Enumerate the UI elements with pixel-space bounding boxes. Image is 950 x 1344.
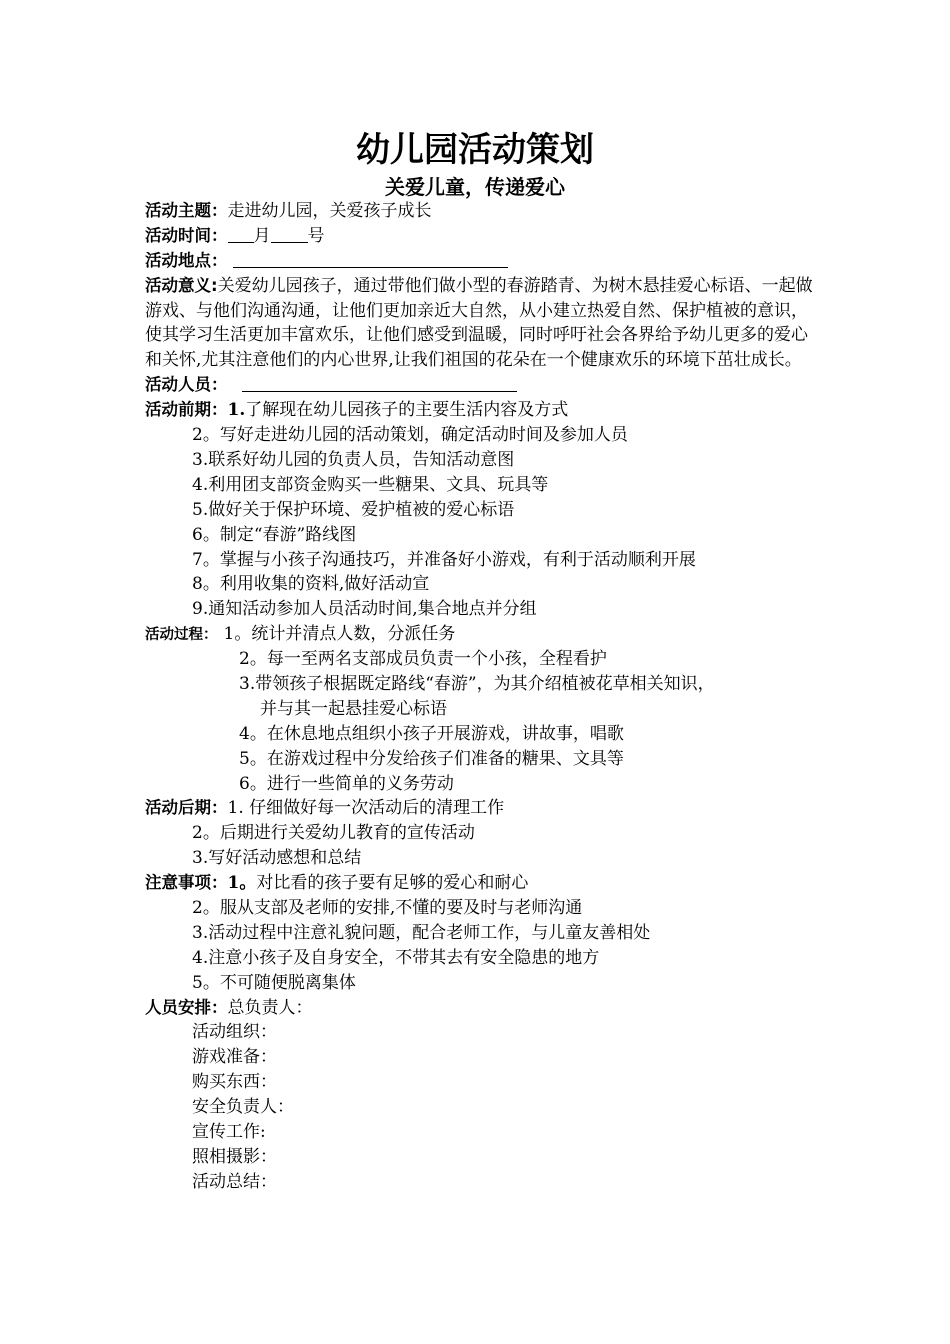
list-item: 3.写好活动感想和总结 (192, 848, 362, 869)
list-item: 3.联系好幼儿园的负责人员，告知活动意图 (192, 449, 515, 470)
staff-label: 人员安排： (145, 997, 228, 1017)
list-item: 2。服从支部及老师的安排,不懂的要及时与老师沟通 (192, 898, 583, 918)
month-blank (228, 224, 254, 243)
list-item: 5.做好关于保护环境、爱护植被的爱心标语 (192, 499, 515, 520)
post-first-line (145, 796, 815, 821)
post-label: 活动后期： (145, 798, 228, 818)
document-body (145, 199, 815, 1195)
pre-label: 活动前期： (145, 400, 228, 420)
notes-first-text: 对比看的孩子要有足够的爱心和耐心 (256, 873, 529, 894)
theme-text: 走进幼儿园，关爱孩子成长 (227, 201, 432, 221)
list-item: 5。在游戏过程中分发给孩子们准备的糖果、文具等 (239, 748, 624, 769)
staff-first-line (145, 996, 815, 1021)
document-subtitle: 关爱儿童，传递爱心 (385, 175, 565, 199)
place-line (145, 249, 815, 274)
list-item: 游戏准备： (192, 1047, 277, 1068)
list-item: 活动组织： (192, 1022, 277, 1043)
list-item: 3.带领孩子根据既定路线“春游”，为其介绍植被花草相关知识， (239, 673, 715, 694)
notes-first-number: 1。 (227, 873, 257, 894)
list-item: 2。每一至两名支部成员负责一个小孩，全程看护 (239, 649, 607, 670)
pre-first-number: 1. (227, 400, 246, 421)
time-line (145, 224, 815, 249)
list-item: 4。在休息地点组织小孩子开展游戏，讲故事，唱歌 (239, 723, 624, 744)
meaning-text: 关爱幼儿园孩子，通过带他们做小型的春游踏青、为树木悬挂爱心标语、一起做游戏、与他们沟通沟通，让他们更加亲近大自然，从小建立热爱自然、保护植被的意识，使其学习生活更加丰富欢乐，让他们感受到温暖，同时呼吁社会各界给予幼儿更多的爱心和关怀,尤其注意他们的内心世界,让我们祖国的花朵在一个健康欢乐的环境下茁壮成长。 (145, 275, 813, 371)
process-first-line (145, 622, 815, 647)
document-title: 幼儿园活动策划 (356, 130, 594, 170)
people-blank (242, 373, 517, 392)
notes-label: 注意事项： (145, 873, 228, 893)
list-item: 照相摄影： (192, 1146, 277, 1167)
pre-first-line (145, 398, 815, 423)
list-item: 安全负责人： (192, 1097, 294, 1118)
meaning-paragraph (145, 274, 815, 374)
process-label: 活动过程： (145, 627, 218, 644)
theme-label: 活动主题： (145, 201, 228, 220)
list-item: 8。利用收集的资料,做好活动宣 (192, 574, 430, 595)
list-item: 4.利用团支部资金购买一些糖果、文具、玩具等 (192, 474, 549, 495)
notes-first-line (145, 871, 815, 896)
time-label: 活动时间： (145, 225, 228, 245)
list-item: 2。写好走进幼儿园的活动策划，确定活动时间及参加人员 (192, 425, 628, 446)
place-label: 活动地点： (145, 250, 228, 270)
list-item: 并与其一起悬挂爱心标语 (260, 698, 447, 719)
day-blank (271, 224, 308, 243)
post-first-text: 1. 仔细做好每一次活动后的清理工作 (227, 798, 505, 819)
meaning-label: 活动意义: (145, 275, 218, 295)
list-item: 9.通知活动参加人员活动时间,集合地点并分组 (192, 599, 537, 620)
list-item: 7。掌握与小孩子沟通技巧，并准备好小游戏，有利于活动顺利开展 (192, 549, 696, 570)
pre-first-text: 了解现在幼儿园孩子的主要生活内容及方式 (245, 400, 569, 421)
theme-line (145, 199, 815, 224)
list-item: 购买东西： (192, 1072, 277, 1093)
list-item: 5。不可随便脱离集体 (192, 972, 356, 993)
month-text: 月 (253, 225, 271, 246)
place-blank (233, 249, 508, 268)
list-item: 活动总结： (192, 1171, 277, 1192)
list-item: 4.注意小孩子及自身安全，不带其去有安全隐患的地方 (192, 947, 600, 968)
day-text: 号 (307, 225, 325, 246)
list-item: 6。制定“春游”路线图 (192, 524, 357, 545)
people-label: 活动人员： (145, 375, 228, 395)
staff-first-text: 总负责人： (227, 997, 313, 1018)
list-item: 3.活动过程中注意礼貌问题，配合老师工作，与儿童友善相处 (192, 922, 651, 943)
list-item: 2。后期进行关爱幼儿教育的宣传活动 (192, 823, 475, 844)
list-item: 6。进行一些简单的义务劳动 (239, 773, 454, 794)
list-item: 宣传工作: (192, 1122, 266, 1143)
process-first-text: 1。统计并清点人数，分派任务 (223, 624, 456, 645)
people-line (145, 373, 815, 398)
